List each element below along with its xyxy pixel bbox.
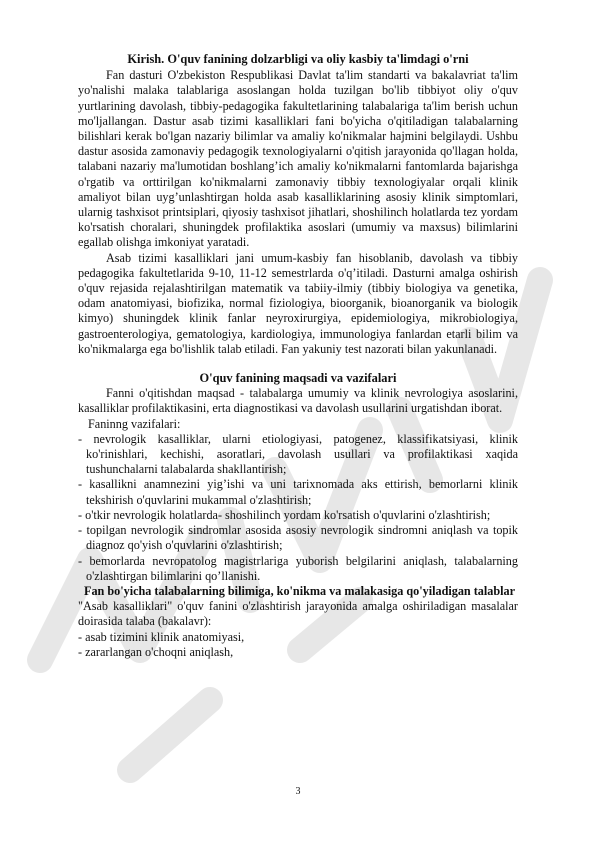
intro-paragraph-2: Asab tizimi kasalliklari jani umum-kasbiy fan hisoblanib, davolash va tibbiy pedagogika fakultetlarida 9-10, 11-12 semestrlarda o'q’itiladi. Dasturni amalga oshirish o'quv rejasida rejalashtirilgan matematik va tabiiy-ilmiy (tibbiy biologiya va genetika, odam anatomiyasi, biofizika, normal fiziologiya, bioorganik, bioanorganik va biologik kimyo) shuningdek klinik fanlar neyroxirurgiya, epidemiologiya, mikrobiologiya, gastroenterologiya, gematologiya, kardiologiya, immunologiya fanlardan etarli bilim va ko'nikmalarga ega bo'lishlik talab etiladi. Fan yakuniy test nazorati bilan yakunlanadi. [78,250,518,356]
goal-paragraph: Fanni o'qitishdan maqsad - talabalarga umumiy va klinik nevrologiya asoslarini, kasalliklar profilaktikasini, erta diagnostikasi va davolash usullarini urgatishdan iborat. [78,386,518,416]
section-title-requirements: Fan bo'yicha talabalarning bilimiga, ko'nikma va malakasiga qo'yiladigan talablar [84,583,516,598]
task-item: - bemorlarda nevropatolog magistrlariga yuborish belgilarini aniqlash, talabalarning o'zlashtirgan bilimlarini qo’llanishi. [78,553,518,583]
intro-paragraph-1: Fan dasturi O'zbekiston Respublikasi Davlat ta'lim standarti va bakalavriat ta'lim yo'nalishi malaka talablariga asoslangan holda tuzilgan bo'lib tibbiyot oliy o'quv yurtlarining davolash, tibbiy-pedagogika fakultetlarining talabalariga ta'lim berish uchun mo'ljallangan. Dastur asab tizimi kasalliklari fani bo'yicha o'qitiladigan talabalarning bilishlari kerak bo'lgan nazariy bilimlar va amaliy ko'nikmalar hajmini belgilaydi. Ushbu dastur asosida zamonaviy pedagogik texnologiyalarni o'qitish jarayonida qo'llagan holda, talabani nazariy ma'lumotidan boshlang’ich amaliy ko'nikmalarni fantomlarda bajarishga o'rgatib va orttirilgan ko'nikmalarni zamonaviy tibbiy texnologiyalar orqali klinik amaliyot bilan uyg’unlashtirgan holda asab kasalliklarining asosiy klinik simptomlari, ularnig tashxisot printsiplari, qiyosiy tashxisot jihatlari, shoshilinch holatlarda tez yordam ko'rsatish choralari, shuningdek profilaktika asoslari (umumiy va maxsus) bilimlarini egallab olishga imkoniyat yaratadi. [78,68,518,250]
tasks-label: Faninng vazifalari: [88,416,181,431]
text-body [78,52,518,660]
requirement-item: - asab tizimini klinik anatomiyasi, [78,629,245,644]
task-item: - nevrologik kasalliklar, ularni etiologiyasi, patogenez, klassifikatsiyasi, klinik ko'rinishlari, kechishi, asoratlari, davolash usullari va profilaktikasi xaqida tushunchalarni talabalarda shakllantirish; [78,431,518,477]
task-item: - topilgan nevrologik sindromlar asosida asosiy nevrologik sindromni aniqlash va topik diagnoz qo'yish o'quvlarini o'zlashtirish; [78,523,518,553]
section-title-goals: O'quv fanining maqsadi va vazifalari [199,371,397,386]
page-number: 3 [295,786,301,797]
page-title: Kirish. O'quv fanining dolzarbligi va oliy kasbiy ta'limdagi o'rni [127,52,469,66]
requirement-item: - zararlangan o'choqni aniqlash, [78,644,234,659]
requirements-paragraph: "Asab kasalliklari" o'quv fanini o'zlashtirish jarayonida amalga oshiriladigan masalalar doirasida talaba (bakalavr): [78,599,518,629]
task-item: - o'tkir nevrologik holatlarda- shoshilinch yordam ko'rsatish o'quvlarini o'zlashtirish; [78,507,491,522]
task-item: - kasallikni anamnezini yig’ishi va uni tarixnomada aks ettirish, bemorlarni klinik tekshirish o'quvlarini mukammal o'zlashtirish; [78,477,518,507]
